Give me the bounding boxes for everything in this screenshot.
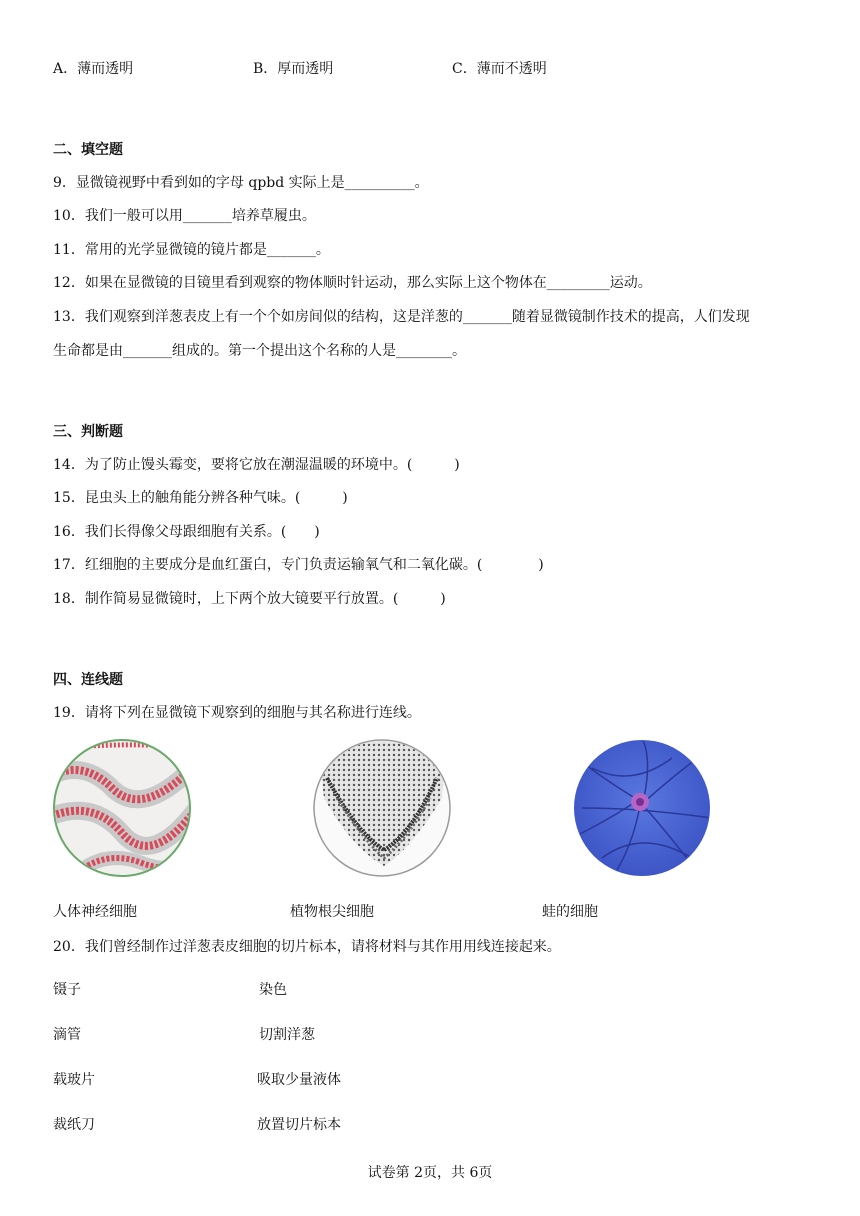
section-match-heading: 四、连线题 bbox=[53, 672, 123, 688]
function-place-specimen: 放置切片标本 bbox=[257, 1117, 341, 1133]
nerve-cell-image bbox=[52, 738, 192, 878]
caption-frog-cell: 蛙的细胞 bbox=[542, 904, 598, 920]
material-tweezers: 镊子 bbox=[53, 982, 81, 998]
material-paper-knife: 裁纸刀 bbox=[53, 1117, 95, 1133]
frog-cell-image bbox=[572, 738, 712, 878]
function-cut-onion: 切割洋葱 bbox=[259, 1027, 315, 1043]
question-15: 15．昆虫头上的触角能分辨各种气味。( ) bbox=[53, 490, 348, 506]
question-9: 9．显微镜视野中看到如的字母 qpbd 实际上是__________。 bbox=[53, 175, 429, 191]
caption-root-tip-cell: 植物根尖细胞 bbox=[290, 904, 374, 920]
question-14: 14．为了防止馒头霉变，要将它放在潮湿温暖的环境中。( ) bbox=[53, 457, 460, 473]
question-13-line1: 13．我们观察到洋葱表皮上有一个个如房间似的结构，这是洋葱的_______随着显微镜制作技术的提高，人们发现 bbox=[53, 309, 750, 325]
section-fill-heading: 二、填空题 bbox=[53, 142, 123, 158]
question-16: 16．我们长得像父母跟细胞有关系。( ) bbox=[53, 524, 320, 540]
function-absorb-liquid: 吸取少量液体 bbox=[257, 1072, 341, 1088]
question-10: 10．我们一般可以用_______培养草履虫。 bbox=[53, 208, 316, 224]
question-20: 20．我们曾经制作过洋葱表皮细胞的切片标本，请将材料与其作用用线连接起来。 bbox=[53, 939, 561, 955]
question-19: 19．请将下列在显微镜下观察到的细胞与其名称进行连线。 bbox=[53, 705, 421, 721]
question-12: 12．如果在显微镜的目镜里看到观察的物体顺时针运动，那么实际上这个物体在_________运动。 bbox=[53, 275, 652, 291]
function-stain: 染色 bbox=[259, 982, 287, 998]
option-a: A．薄而透明 bbox=[53, 61, 134, 77]
question-11: 11．常用的光学显微镜的镜片都是_______。 bbox=[53, 242, 330, 258]
material-dropper: 滴管 bbox=[53, 1027, 81, 1043]
root-tip-cell-image bbox=[312, 738, 452, 878]
question-18: 18．制作简易显微镜时，上下两个放大镜要平行放置。( ) bbox=[53, 591, 446, 607]
caption-nerve-cell: 人体神经细胞 bbox=[53, 904, 137, 920]
option-b: B．厚而透明 bbox=[253, 61, 334, 77]
page-footer: 试卷第 2页，共 6页 bbox=[367, 1165, 493, 1181]
section-judge-heading: 三、判断题 bbox=[53, 424, 123, 440]
material-glass-slide: 载玻片 bbox=[53, 1072, 95, 1088]
option-c: C．薄而不透明 bbox=[452, 61, 547, 77]
question-13-line2: 生命都是由_______组成的。第一个提出这个名称的人是________。 bbox=[53, 343, 466, 359]
question-17: 17．红细胞的主要成分是血红蛋白，专门负责运输氧气和二氧化碳。( ) bbox=[53, 557, 544, 573]
